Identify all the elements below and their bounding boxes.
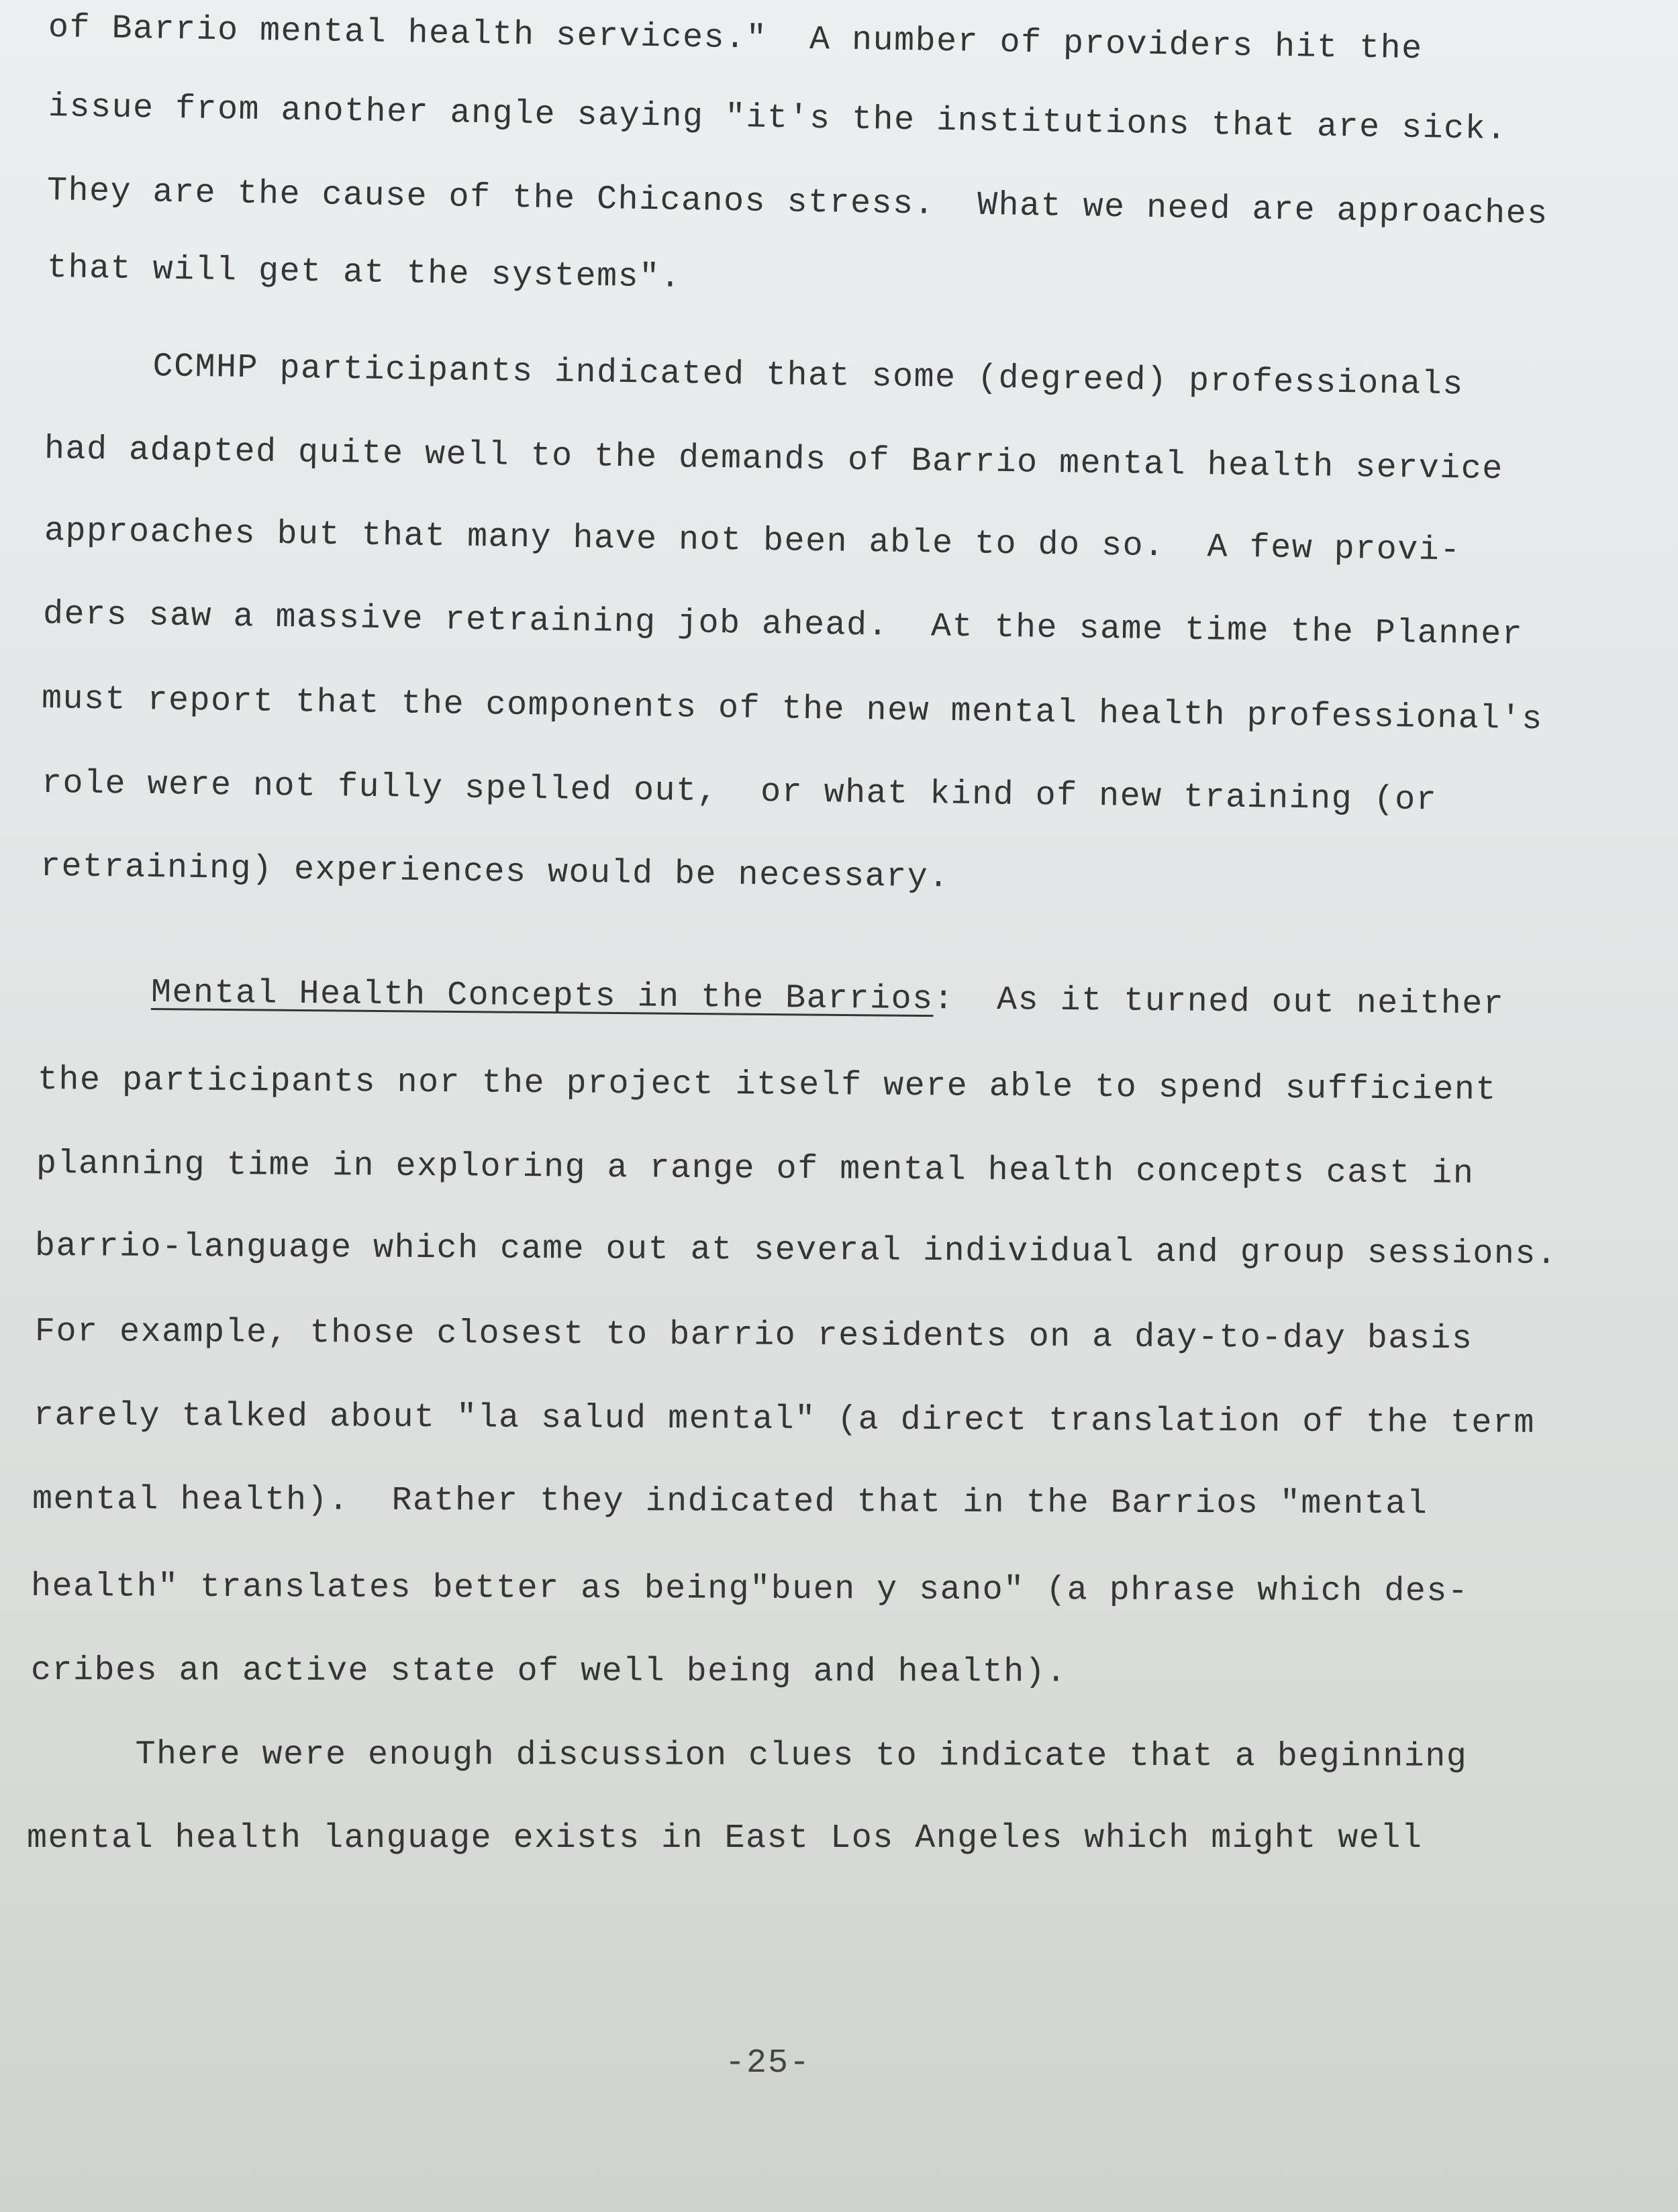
section-heading-line — [151, 973, 1505, 1025]
heading-continuation: : As it turned out neither — [933, 981, 1505, 1024]
text-line: approaches but that many have not been able to do so. A few provi- — [44, 512, 1462, 570]
text-line: the participants nor the project itself were able to spend sufficient — [37, 1061, 1497, 1110]
text-line: For example, those closest to barrio residents on a day-to-day basis — [34, 1313, 1473, 1359]
page-number: -25- — [725, 2044, 811, 2082]
text-line: There were enough discussion clues to indicate that a beginning — [29, 1736, 1468, 1776]
text-line: They are the cause of the Chicanos stress. What we need are approaches — [46, 172, 1549, 234]
section-heading: Mental Health Concepts in the Barrios — [150, 974, 934, 1019]
text-line: cribes an active state of well being and health). — [30, 1652, 1067, 1692]
text-line: mental health). Rather they indicated that in the Barrios "mental — [32, 1480, 1428, 1524]
text-line: mental health language exists in East Los Angeles which might well — [27, 1819, 1423, 1858]
text-line: retraining) experiences would be necessary. — [40, 848, 950, 897]
text-line: rarely talked about "la salud mental" (a direct translation of the term — [33, 1397, 1535, 1443]
text-line: must report that the components of the new mental health professional's — [41, 680, 1544, 740]
text-line: issue from another angle saying "it's the institutions that are sick. — [48, 88, 1508, 150]
text-line: CCMHP participants indicated that some (degreed) professionals — [46, 346, 1465, 405]
text-line: barrio-language which came out at several individual and group sessions. — [34, 1227, 1558, 1274]
text-line: ders saw a massive retraining job ahead. At the same time the Planner — [42, 595, 1524, 654]
text-line: planning time in exploring a range of mental health concepts cast in — [36, 1145, 1475, 1193]
text-line: that will get at the systems". — [46, 249, 682, 297]
text-line: role were not fully spelled out, or what kind of new training (or — [41, 764, 1438, 820]
text-line: had adapted quite well to the demands of Barrio mental health service — [44, 430, 1504, 489]
text-line: health" translates better as being"buen y sano" (a phrase which des- — [30, 1568, 1469, 1611]
text-line: of Barrio mental health services." A number of providers hit the — [48, 9, 1424, 69]
